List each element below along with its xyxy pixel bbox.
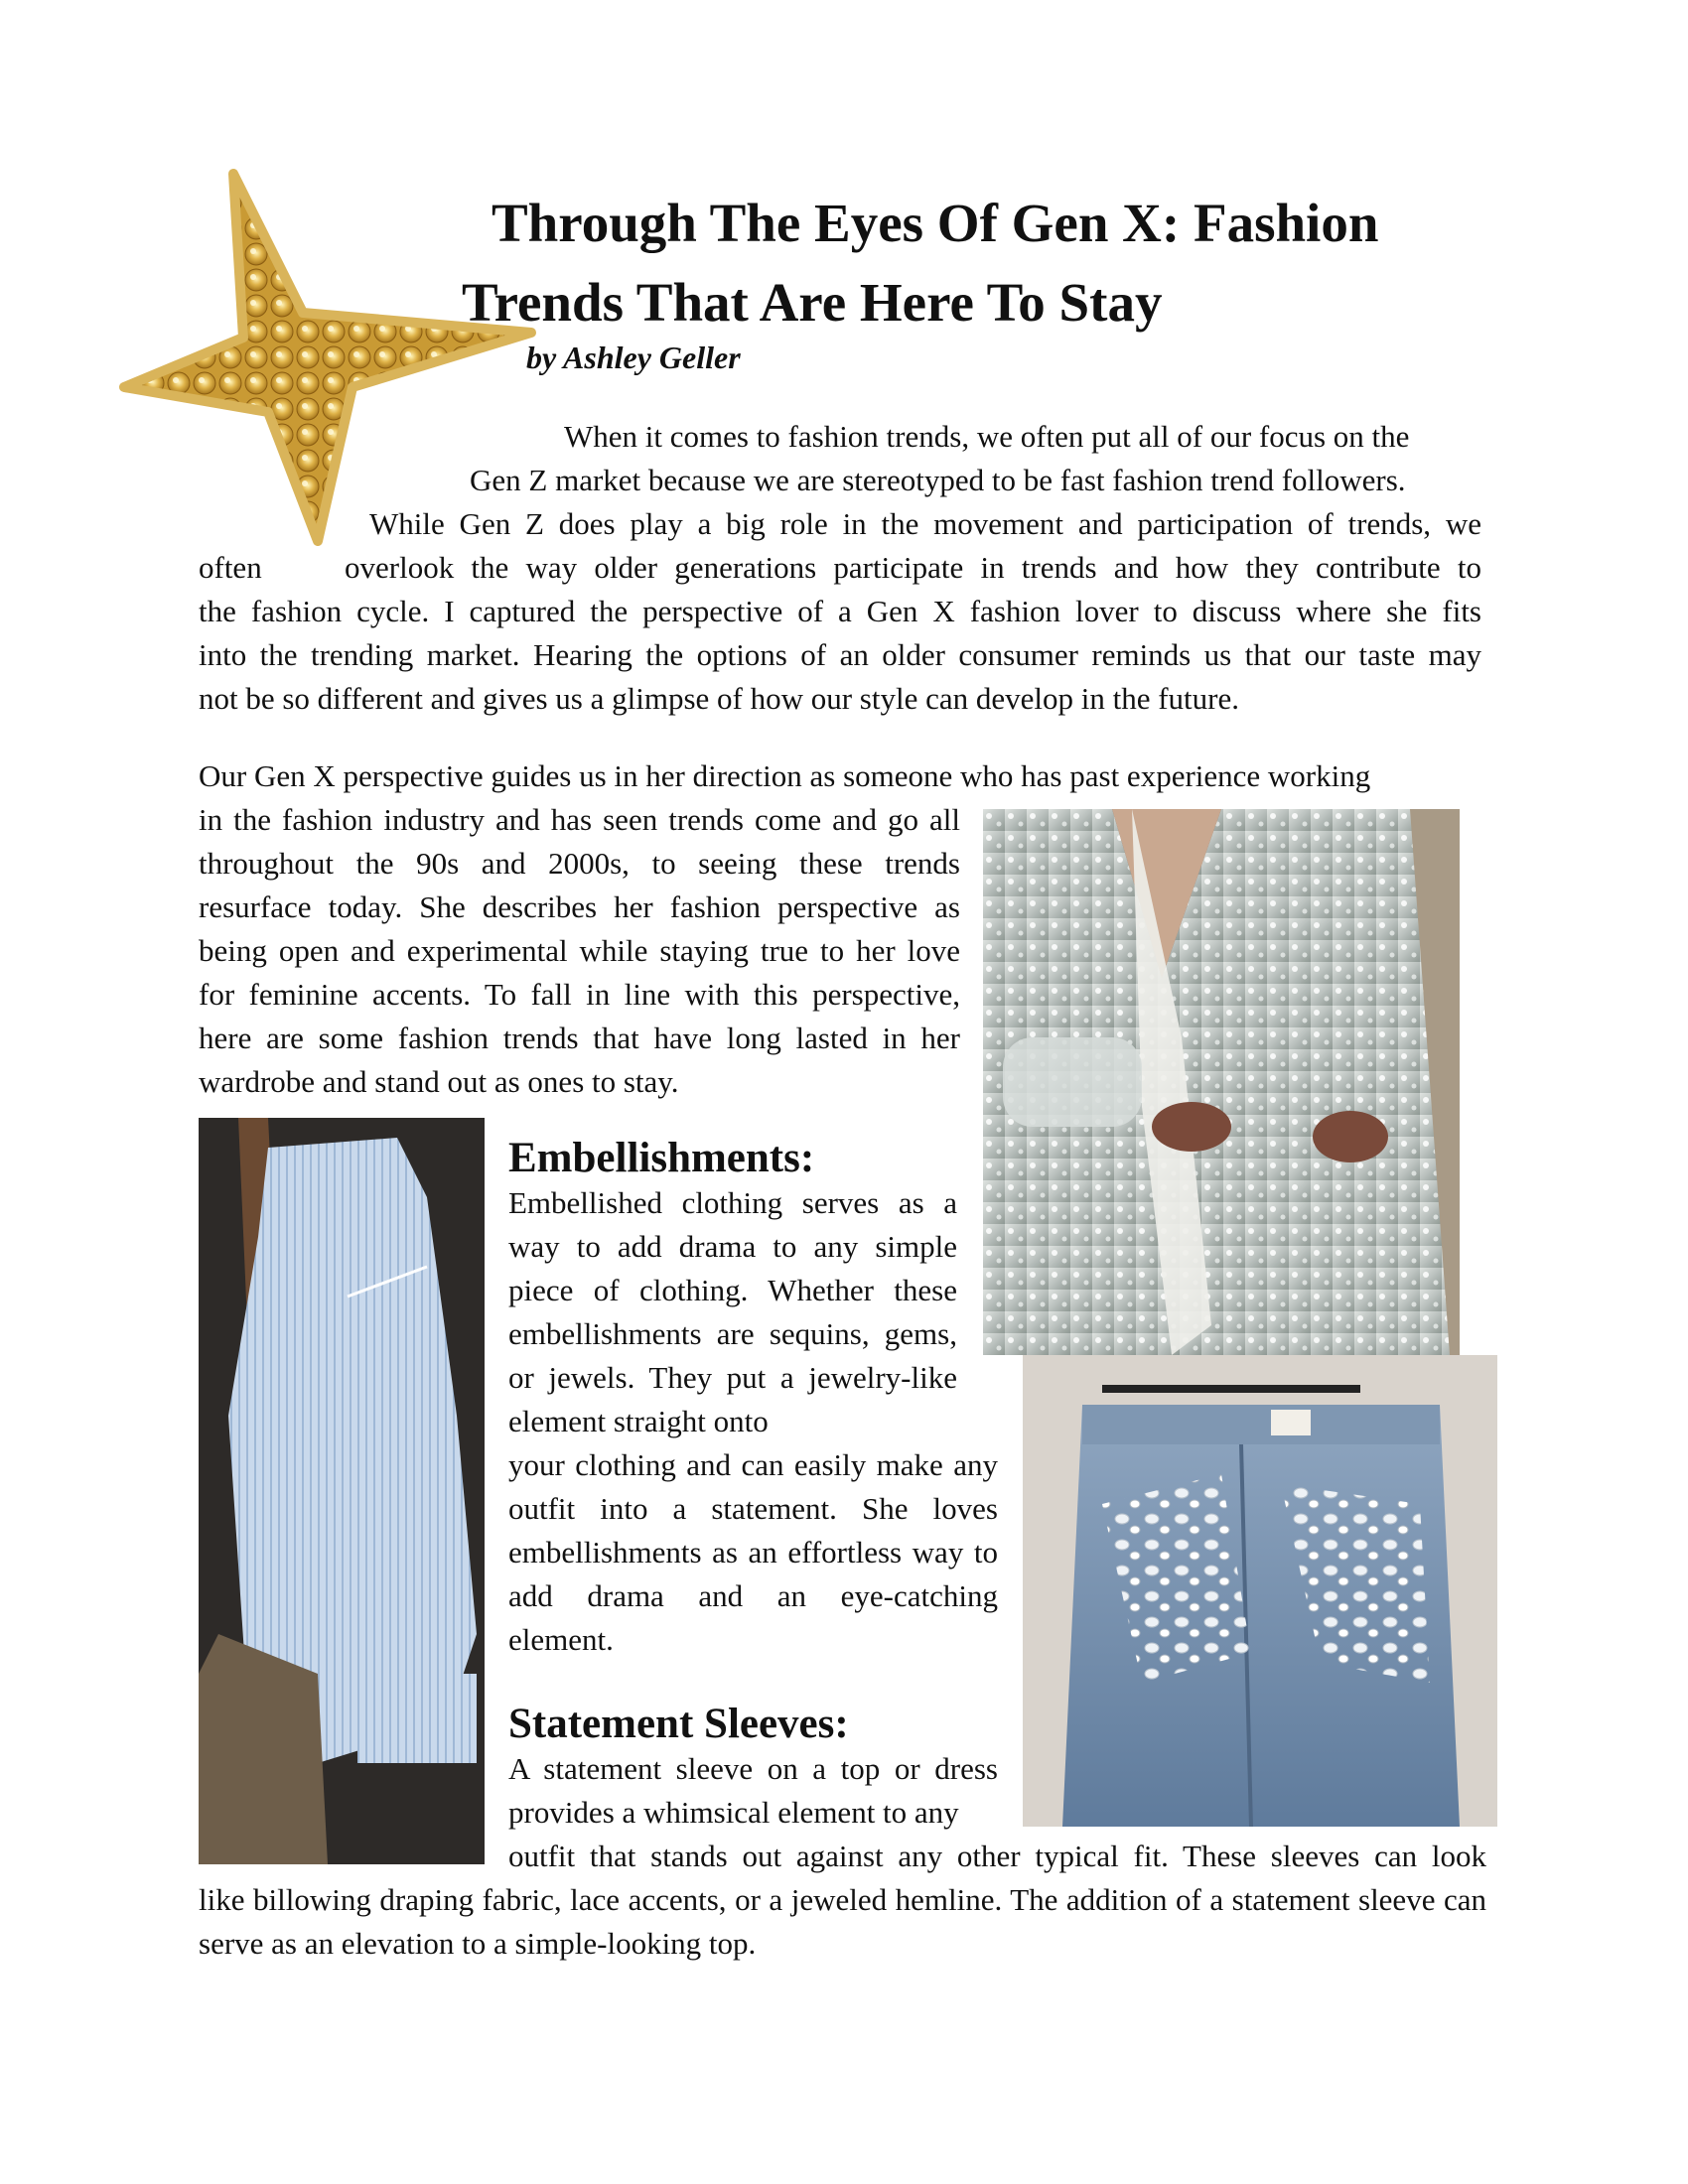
title-line-1: Through The Eyes Of Gen X: Fashion: [492, 193, 1379, 253]
intro-line-1: When it comes to fashion trends, we often put all of our focus on the: [564, 419, 1410, 454]
sequin-jacket-photo: [983, 809, 1460, 1355]
embellishments-heading: Embellishments:: [508, 1135, 815, 1181]
crystal-jeans-photo: [1023, 1355, 1497, 1827]
embellishments-body-b: your clothing and can easily make any outfit into a statement. She loves embellishments as an effortless way to add drama and an eye-catching element.: [508, 1447, 998, 1657]
statement-sleeves-body-b: like billowing draping fabric, lace accents, or a jeweled hemline. The addition of a statement sleeve can serve as an elevation to a simple-looking top.: [199, 1882, 1486, 1961]
intro-line-2: Gen Z market because we are stereotyped to be fast fashion trend followers.: [470, 463, 1406, 497]
article-title: [462, 184, 1484, 342]
intro-line-4b: overlook the way older generations participate in trends and how they contribute to: [345, 550, 1481, 585]
statement-sleeves-heading: Statement Sleeves:: [508, 1701, 849, 1747]
striped-shirt-photo: [199, 1118, 485, 1864]
intro-line-4a: often: [199, 550, 262, 585]
byline: by Ashley Geller: [526, 340, 741, 375]
intro-line-5: the fashion cycle. I captured the perspective of a Gen X fashion lover to discuss where she fits: [199, 594, 1481, 628]
title-line-2: Trends That Are Here To Stay: [462, 272, 1163, 333]
statement-sleeves-body-a: A statement sleeve on a top or dress provides a whimsical element to any: [508, 1751, 998, 1830]
embellishments-body-a: Embellished clothing serves as a way to add drama to any simple piece of clothing. Whether these embellishments are sequins, gems, or jewels. They put a jewelry-like element straight onto: [508, 1185, 957, 1438]
intro-line-6: into the trending market. Hearing the options of an older consumer reminds us that our taste may: [199, 637, 1481, 672]
perspective-first-line: Our Gen X perspective guides us in her direction as someone who has past experience working: [199, 758, 1371, 793]
intro-line-3: While Gen Z does play a big role in the movement and participation of trends, we: [369, 506, 1481, 541]
intro-line-7: not be so different and gives us a glimpse of how our style can develop in the future.: [199, 681, 1240, 716]
statement-sleeves-wide-line: outfit that stands out against any other typical fit. These sleeves can look: [508, 1839, 1486, 1873]
perspective-paragraph: in the fashion industry and has seen trends come and go all throughout the 90s and 2000s, to seeing these trends resurface today. She describes her fashion perspective as being open and experimental while staying true to her love for feminine accents. To fall in line with this perspective, here are some fashion trends that have long lasted in her wardrobe and stand out as ones to stay.: [199, 802, 960, 1099]
